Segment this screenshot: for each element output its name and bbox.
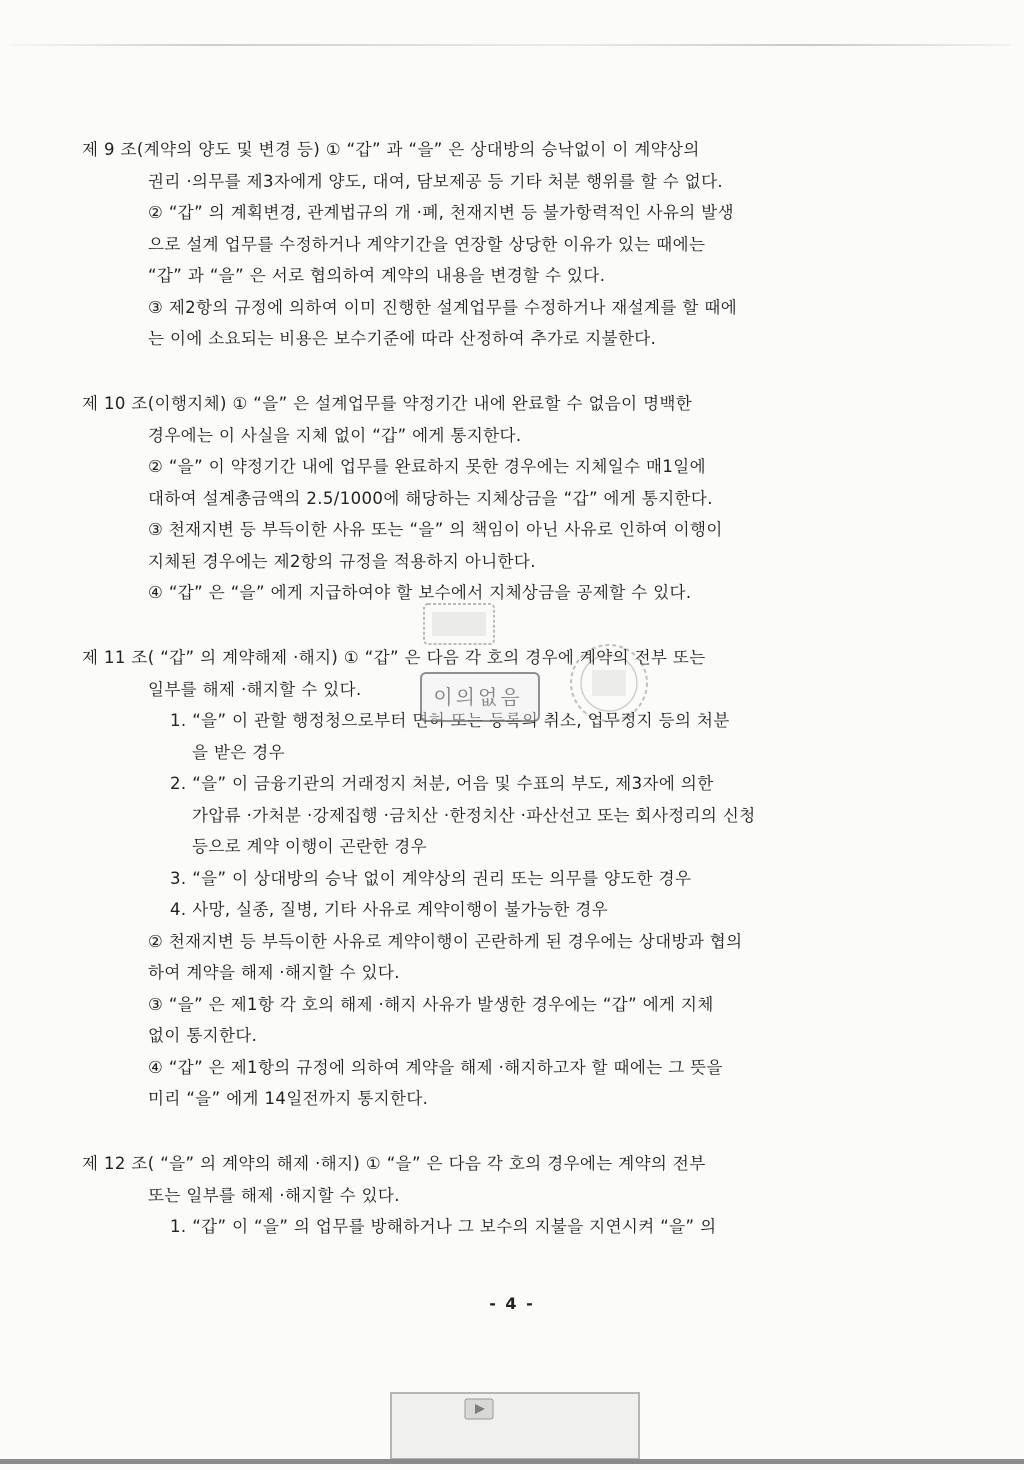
article-9-line: 권리 ·의무를 제3자에게 양도, 대여, 담보제공 등 기타 처분 행위를 할 수 없다. (148, 171, 724, 191)
round-seal-icon (566, 640, 652, 726)
article-12-line: 또는 일부를 해제 ·해지할 수 있다. (148, 1185, 400, 1205)
article-10-line: 경우에는 이 사실을 지체 없이 “갑” 에게 통지한다. (148, 425, 522, 445)
scan-artifact-bottom (0, 1459, 1024, 1464)
article-12-item-1: 1. “갑” 이 “을” 의 업무를 방해하거나 그 보수의 지불을 지연시켜 “을” 의 (170, 1217, 717, 1236)
article-11-item-line: 을 받은 경우 (192, 742, 285, 762)
article-10-clause-3: ③ 천재지변 등 부득이한 사유 또는 “을” 의 책임이 아닌 사유로 인하여 이행이 (148, 520, 723, 539)
article-11-item-3: 3. “을” 이 상대방의 승낙 없이 계약상의 권리 또는 의무를 양도한 경우 (170, 868, 692, 888)
page-number: - 4 - (489, 1294, 535, 1313)
article-10-line: 대하여 설계총금액의 2.5/1000에 해당하는 지체상금을 “갑” 에게 통지한다. (148, 488, 713, 508)
article-9-line: “갑” 과 “을” 은 서로 협의하여 계약의 내용을 변경할 수 있다. (148, 266, 606, 285)
article-10-heading: 제 10 조(이행지체) ① “을” 은 설계업무를 약정기간 내에 완료할 수 없음이 명백한 (82, 394, 693, 413)
article-11-clause-3: ③ “을” 은 제1항 각 호의 해제 ·해지 사유가 발생한 경우에는 “갑” 에게 지체 (148, 994, 714, 1014)
article-9-line: 는 이에 소요되는 비용은 보수기준에 따라 산정하여 추가로 지불한다. (148, 329, 657, 348)
article-11-item-line: 등으로 계약 이행이 곤란한 경우 (192, 837, 427, 856)
article-11-line: 하여 계약을 해제 ·해지할 수 있다. (148, 963, 400, 982)
article-11-line: 미리 “을” 에게 14일전까지 통지한다. (148, 1089, 429, 1108)
article-11-item-4: 4. 사망, 실종, 질병, 기타 사유로 계약이행이 불가능한 경우 (170, 900, 609, 919)
svg-text:이의없음: 이의없음 (433, 685, 523, 709)
article-9-clause-3: ③ 제2항의 규정에 의하여 이미 진행한 설계업무를 수정하거나 재설계를 할 때에 (148, 297, 738, 317)
article-11-item-1: 1. “을” 이 관할 행정청으로부터 면허 또는 등록의 취소, 업무정지 등의 처분 (170, 711, 730, 730)
scan-artifact-top (10, 44, 1010, 46)
article-11-item-line: 가압류 ·가처분 ·강제집행 ·금치산 ·한정치산 ·파산선고 또는 회사정리의 신청 (192, 805, 756, 825)
article-11-clause-4: ④ “갑” 은 제1항의 규정에 의하여 계약을 해제 ·해지하고자 할 때에는 그 뜻을 (148, 1057, 723, 1077)
article-12 (82, 1148, 922, 1243)
article-11-line: 일부를 해제 ·해지할 수 있다. (148, 679, 362, 699)
footer-logo-icon (464, 1398, 494, 1420)
article-9 (82, 134, 922, 355)
article-12-heading: 제 12 조( “을” 의 계약의 해제 ·해지) ① “을” 은 다음 각 호의 경우에는 계약의 전부 (82, 1154, 706, 1173)
article-11-clause-2: ② 천재지변 등 부득이한 사유로 계약이행이 곤란하게 된 경우에는 상대방과 협의 (148, 931, 743, 951)
article-9-heading: 제 9 조(계약의 양도 및 변경 등) ① “갑” 과 “을” 은 상대방의 승낙없이 이 계약상의 (82, 140, 700, 159)
article-9-line: 으로 설계 업무를 수정하거나 계약기간을 연장할 상당한 이유가 있는 때에는 (148, 234, 706, 254)
footer-frame (390, 1392, 640, 1460)
article-10-clause-4: ④ “갑” 은 “을” 에게 지급하여야 할 보수에서 지체상금을 공제할 수 있다. (148, 583, 692, 602)
article-10-line: 지체된 경우에는 제2항의 규정을 적용하지 아니한다. (148, 551, 536, 571)
approval-stamp-box (420, 672, 540, 722)
stamp-lettering-icon (422, 674, 534, 716)
article-11-line: 없이 통지한다. (148, 1026, 258, 1045)
article-11-heading: 제 11 조( “갑” 의 계약해제 ·해지) ① “갑” 은 다음 각 호의 경우에 계약의 전부 또는 (82, 648, 706, 667)
article-10 (82, 388, 922, 609)
article-9-clause-2: ② “갑” 의 계획변경, 관계법규의 개 ·폐, 천재지변 등 불가항력적인 사유의 발생 (148, 203, 734, 222)
article-11-item-2: 2. “을” 이 금융기관의 거래정지 처분, 어음 및 수표의 부도, 제3자에 의한 (170, 774, 714, 793)
article-10-clause-2: ② “을” 이 약정기간 내에 업무를 완료하지 못한 경우에는 지체일수 매1일에 (148, 457, 706, 476)
